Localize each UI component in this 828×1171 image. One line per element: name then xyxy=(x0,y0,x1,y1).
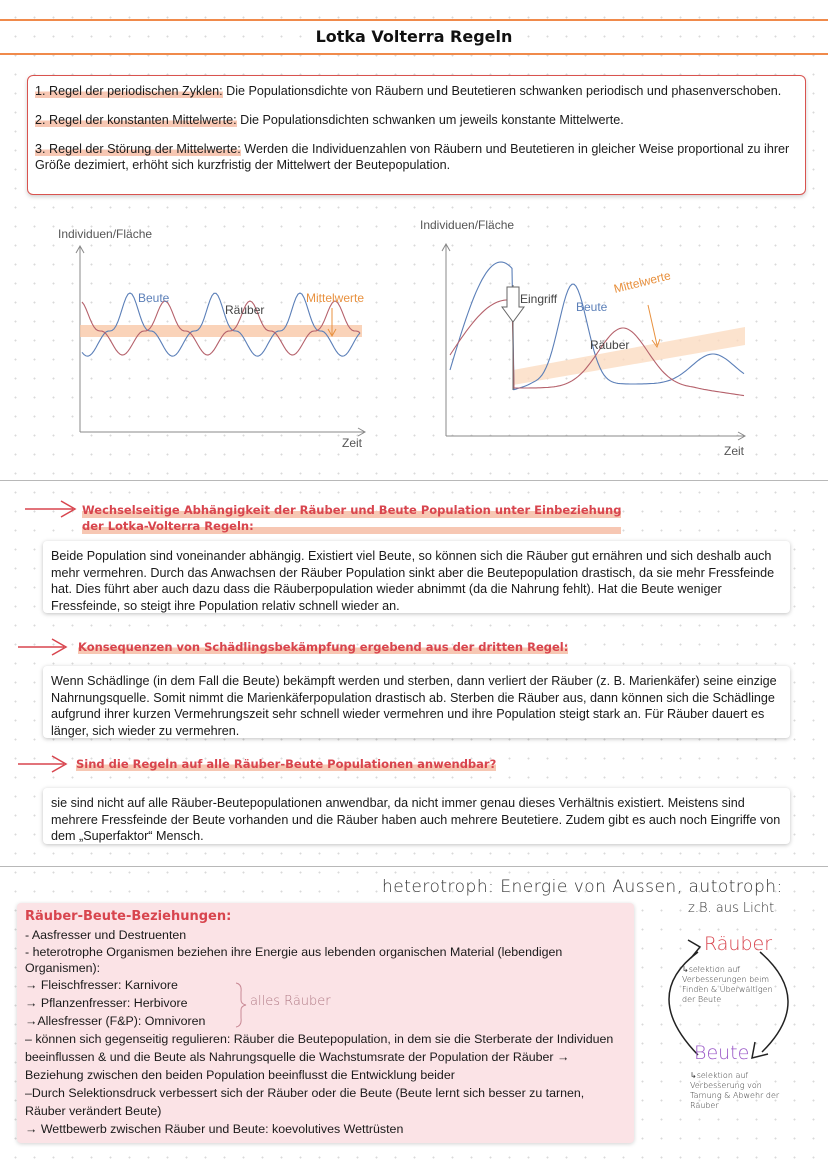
section1-arrow-icon xyxy=(25,500,80,518)
section1-heading-line2: der Lotka-Volterra Regeln: xyxy=(82,518,621,534)
rule-3 xyxy=(35,141,797,173)
chart1-xlabel: Zeit xyxy=(342,436,363,450)
cycle-left-arrowhead xyxy=(688,940,700,958)
cycle-beute-note: ↳selektion auf Verbesserung von Tarnung & Abwehr der Räuber xyxy=(690,1071,780,1110)
notes-box xyxy=(17,903,634,1143)
chart2-xlabel: Zeit xyxy=(724,444,745,458)
notes-line-4: → Pflanzenfresser: Herbivore xyxy=(25,996,188,1010)
chart2-beute-label: Beute xyxy=(576,300,608,314)
rule-2-text: Die Populationsdichten schwanken um jeweils konstante Mittelwerte. xyxy=(236,113,624,127)
notes-line-8: → Wettbewerb zwischen Räuber und Beute: koevolutives Wettrüsten xyxy=(25,1122,404,1136)
section3-arrow-icon xyxy=(18,755,70,773)
divider-2 xyxy=(0,866,828,867)
notes-title: Räuber-Beute-Beziehungen: xyxy=(25,909,232,924)
chart2-raeuber-label: Räuber xyxy=(590,338,630,352)
top-rule xyxy=(0,19,828,21)
brace-icon xyxy=(234,982,248,1028)
chart1-raeuber-label: Räuber xyxy=(225,303,265,317)
rule-2-label: 2. Regel der konstanten Mittelwerte: xyxy=(35,113,237,127)
chart2-ylabel: Individuen/Fläche xyxy=(420,218,515,232)
chart1-mittel-label: Mittelwerte xyxy=(306,291,365,305)
chart2-eingriff-label: Eingriff xyxy=(520,292,558,306)
section3-card: sie sind nicht auf alle Räuber-Beutepopulationen anwendbar, da nicht immer genau dieses Verhältnis existiert. Meistens sind mehrere Fressfeinde der Beute vorhanden und die Räuber haben auch mehrere Beutetiere. Zudem gibt es auch noch Eingriffe von dem „Superfaktor“ Mensch. xyxy=(43,788,790,844)
section2-heading xyxy=(78,639,568,655)
chart-disturbance xyxy=(420,205,760,465)
cycle-beute-label: Beute xyxy=(694,1042,750,1064)
notes-line-6: – können sich gegenseitig regulieren: Räuber die Beutepopulation, in dem sie die Sterberate der Individuen beeinflussen & und die Beute als Nahrungsquelle die Wachstumsrate der Population der Räuber → Beziehung zwischen den beiden Population beeinflusst die Entwicklung beider xyxy=(25,1032,614,1082)
rule-2 xyxy=(35,112,797,128)
chart2-mean-band xyxy=(513,327,745,385)
cycle-raeuber-note: ↳selektion auf Verbesserungen beim Finden & Überwältigen der Beute xyxy=(682,965,773,1004)
section1-heading-line1: Wechselseitige Abhängigkeit der Räuber und Beute Population unter Einbeziehung xyxy=(82,503,622,517)
section1-card: Beide Population sind voneinander abhängig. Existiert viel Beute, so können sich die Räuber gut ernähren und sich deshalb auch mehr vermehren. Durch das Anwachsen der Räuber Population sinkt aber die Beutepopulation drastisch, da sie mehr Fressfeinde hat. Dies führt aber auch dazu dass die Räuberpopulation wieder abnimmt (da die Nahrung fehlt). Hat die Beute weniger Fressfeinde, so steigt ihre Population relativ schnell wieder an. xyxy=(43,541,790,613)
chart2-mittel-label: Mittelwerte xyxy=(612,268,673,296)
notes-line-3: → Fleischfresser: Karnivore xyxy=(25,978,178,992)
rules-box xyxy=(27,75,806,195)
chart2-mittel-pointer xyxy=(648,305,657,345)
section2-arrow-icon xyxy=(18,638,70,656)
section3-heading-text: Sind die Regeln auf alle Räuber-Beute Populationen anwendbar? xyxy=(76,757,497,771)
cycle-right-arrowhead xyxy=(752,1042,768,1058)
section1-heading xyxy=(82,502,621,534)
rule-1-text: Die Populationsdichte von Räubern und Beutetieren schwanken periodisch und phasenverschoben. xyxy=(222,84,782,98)
rule-1-label: 1. Regel der periodischen Zyklen: xyxy=(35,84,223,98)
section3-heading xyxy=(76,756,496,772)
title-rule xyxy=(0,53,828,55)
chart1-ylabel: Individuen/Fläche xyxy=(58,227,153,241)
handwritten-energy-note: heterotroph: Energie von Aussen, autotroph: xyxy=(382,877,783,897)
brace-note: alles Räuber xyxy=(250,994,331,1009)
notes-line-1: - Aasfresser und Destruenten xyxy=(25,928,187,942)
section2-card: Wenn Schädlinge (in dem Fall die Beute) bekämpft werden und sterben, dann verliert der Räuber (z. B. Marienkäfer) seine einzige Nahrnungsquelle. Somit nimmt die Marienkäferpopulation drastisch ab. Sterben die Räuber aus, dann können sich die Schädlinge aufgrund ihrer kurzen Vermehrungszeit sehr schnell wieder vermehren und ihre Population steigt stark an. Für Räuber dauert es länger, sich wieder zu vermehren. xyxy=(43,666,790,738)
divider-1 xyxy=(0,480,828,481)
handwritten-light-note: z.B. aus Licht xyxy=(688,901,775,916)
chart2-beute-line xyxy=(450,262,744,390)
section2-heading-text: Konsequenzen von Schädlingsbekämpfung ergebend aus der dritten Regel: xyxy=(78,640,569,654)
notes-line-2: - heterotrophe Organismen beziehen ihre Energie aus lebenden organischen Material (lebendigen Organismen): xyxy=(25,945,563,975)
chart-periodic-cycles xyxy=(40,215,380,455)
notes-line-5: →Allesfresser (F&P): Omnivoren xyxy=(25,1014,206,1028)
cycle-raeuber-label: Räuber xyxy=(704,933,773,955)
page-title: Lotka Volterra Regeln xyxy=(315,27,513,46)
rule-1 xyxy=(35,83,797,99)
rule-3-text: Werden die Individuenzahlen von Räubern und Beutetieren in gleicher Weise proportional zu ihrer Größe dezimiert, erhöht sich kurzfristig der Mittelwert der Beutepopulation. xyxy=(35,142,790,172)
chart1-beute-label: Beute xyxy=(138,291,170,305)
rule-3-label: 3. Regel der Störung der Mittelwerte: xyxy=(35,142,241,156)
notes-line-7: –Durch Selektionsdruck verbessert sich der Räuber oder die Beute (Beute lernt sich besser zu tarnen, Räuber verändert Beute) xyxy=(25,1086,585,1118)
